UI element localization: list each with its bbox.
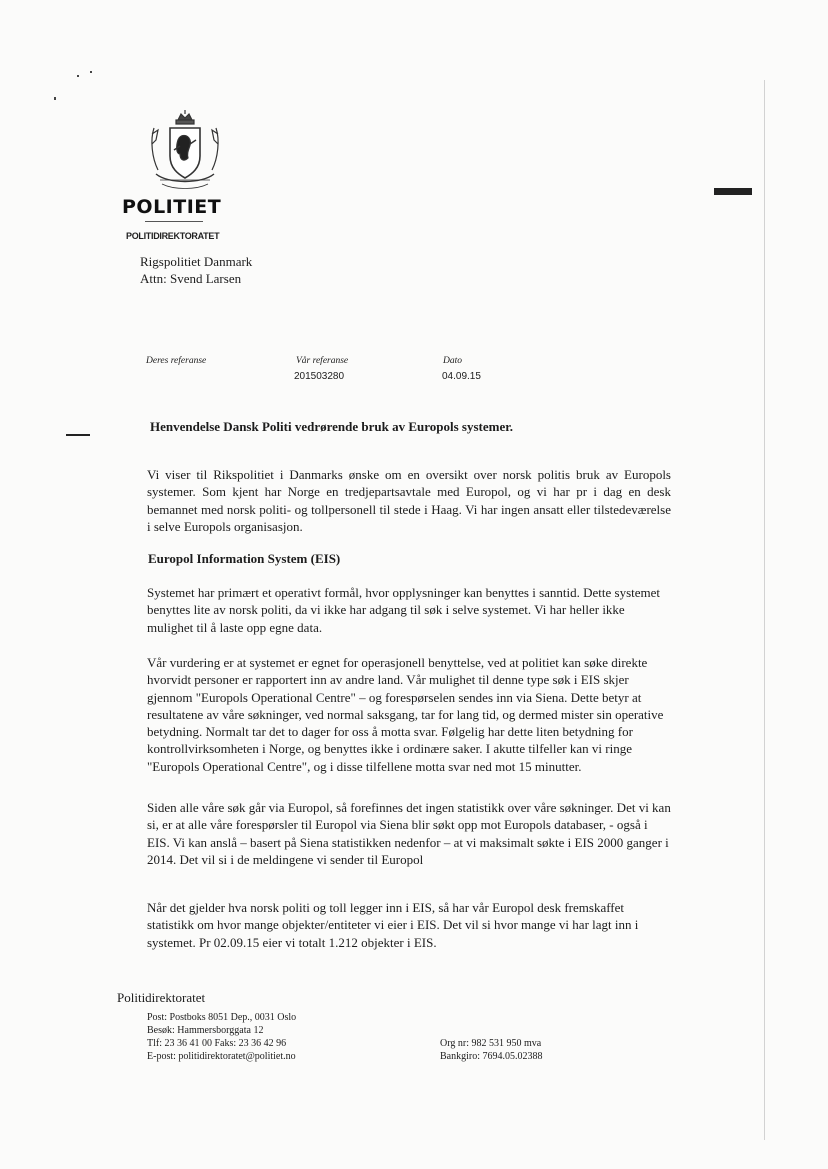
page-edge-line (764, 80, 765, 1140)
date-label: Dato (443, 356, 462, 366)
scan-speck (90, 71, 92, 73)
brand-divider (145, 221, 203, 222)
footer-organization: Politidirektoratet (117, 990, 206, 1005)
footer-visit: Besøk: Hammersborggata 12 (147, 1025, 264, 1036)
body-paragraph: Når det gjelder hva norsk politi og toll legger inn i EIS, så har vår Europol desk fremskaffet statistikk om hvor mange objekter/entiteter vi eier i EIS. Det vil si hvor mange vi har lagt inn i systemet. Pr 02.09.15 eier vi totalt 1.212 objekter i EIS. (147, 900, 639, 950)
date-value: 04.09.15 (442, 371, 481, 382)
footer-email: E-post: politidirektoratet@politiet.no (147, 1051, 296, 1062)
footer-phone: Tlf: 23 36 41 00 Faks: 23 36 42 96 (147, 1038, 287, 1049)
section-heading: Europol Information System (EIS) (148, 551, 341, 566)
your-reference-label: Deres referanse (146, 356, 207, 366)
our-reference-value: 201503280 (294, 371, 345, 382)
body-paragraph: Systemet har primært et operativt formål, hvor opplysninger kan benyttes i sanntid. Dette systemet benyttes lite av norsk politi, da vi ikke har adgang til søk i selve systemet. Vi har heller ikke mulighet til å laste opp egne data. (147, 585, 661, 635)
letter-subject: Henvendelse Dansk Politi vedrørende bruk av Europols systemer. (150, 419, 514, 434)
margin-mark-left (66, 434, 90, 436)
footer-bank-account: Bankgiro: 7694.05.02388 (440, 1051, 543, 1062)
body-paragraph: Vår vurdering er at systemet er egnet for operasjonell benyttelse, ved at politiet kan søke direkte hvorvidt personer er rapportert inn av andre land. Vår mulighet til denne type søk i EIS skjer gjennom "Europols Operational Centre" – og forespørselen sendes inn via Siena. Dette betyr at resultatene av våre søkninger, ved normal saksgang, tar for lang tid, og dermed mister sin operative betydning. Normalt tar det to dager for oss å motta svar. Følgelig har dette liten betydning for kontrollvirksomheten i Norge, og benyttes ikke i ordinære saker. I akutte tilfeller kan vi ringe "Europols Operational Centre", og i disse tilfellene motta svar ned mot 15 minutter. (147, 655, 664, 774)
brand-wordmark: POLITIET (122, 196, 222, 218)
intro-paragraph: Vi viser til Rikspolitiet i Danmarks ønske om en oversikt over norsk politis bruk av Europols systemer. Som kjent har Norge en tredjepartsavtale med Europol, og vi har pr i dag en desk bemannet med norsk politi- og tollpersonell til stede i Haag. Vi har ingen ansatt eller tilstedeværelse i selve Europols organisasjon. (147, 467, 671, 534)
brand-subtitle: POLITIDIREKTORATET (126, 231, 220, 241)
lion-crest-icon (148, 110, 222, 192)
coat-of-arms-logo (148, 110, 222, 192)
footer-post: Post: Postboks 8051 Dep., 0031 Oslo (147, 1012, 297, 1023)
scan-speck (77, 75, 79, 77)
recipient-attn: Attn: Svend Larsen (140, 271, 242, 286)
our-reference-label: Vår referanse (296, 356, 349, 366)
footer-org-number: Org nr: 982 531 950 mva (440, 1038, 542, 1049)
body-paragraph: Siden alle våre søk går via Europol, så forefinnes det ingen statistikk over våre søkninger. Det vi kan si, er at alle våre forespørsler til Europol via Siena blir søkt opp mot Europols databaser, - også i EIS. Vi kan anslå – basert på Siena statistikken nedenfor – at vi maksimalt søkte i EIS 2000 ganger i 2014. Det vil si i de meldingene vi sender til Europol (147, 800, 671, 867)
margin-mark-right (714, 188, 752, 195)
scan-speck (54, 97, 56, 100)
recipient-name: Rigspolitiet Danmark (140, 254, 253, 269)
